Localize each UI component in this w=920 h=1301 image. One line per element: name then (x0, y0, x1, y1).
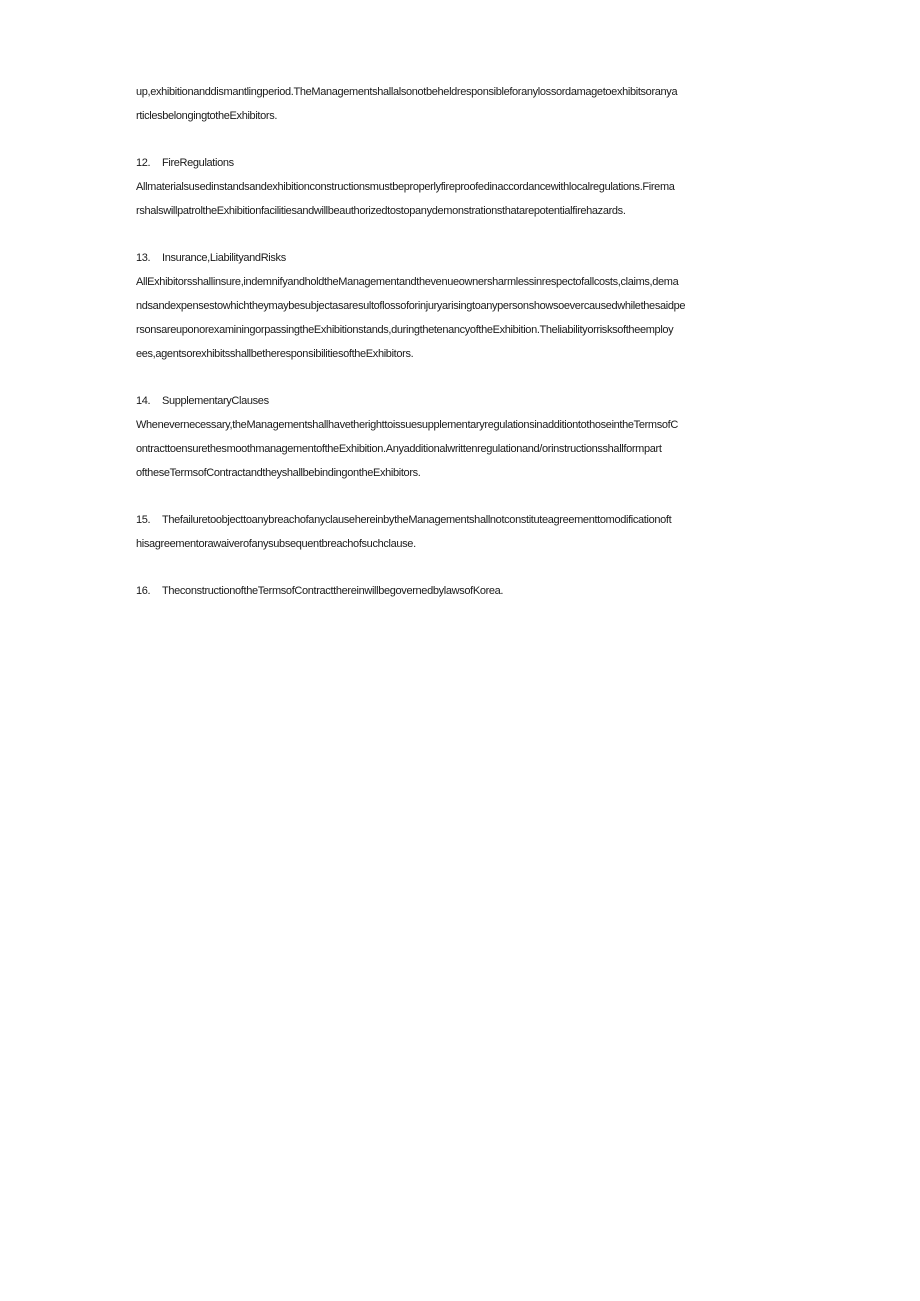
body-line: hisagreementorawaiverofanysubsequentbreachofsuchclause. (136, 538, 416, 550)
section-heading (136, 151, 786, 175)
section-heading (136, 508, 786, 532)
body-line: Allmaterialsusedinstandsandexhibitionconstructionsmustbeproperlyfireproofedinaccordancewithlocalregulations.Firema (136, 181, 675, 193)
body-line: rsonsareuponorexaminingorpassingtheExhibitionstands,duringthetenancyoftheExhibition.Theliabilityorrisksoftheemploy (136, 324, 674, 336)
body-line: ndsandexpensestowhichtheymaybesubjectasaresultoflossoforinjuryarisingtoanypersonshowsoevercausedwhilethesaidpe (136, 300, 686, 312)
section-governing-law (136, 579, 786, 603)
section-heading (136, 579, 786, 603)
section-number: 15. (136, 514, 151, 526)
section-title: ThefailuretoobjecttoanybreachofanyclausehereinbytheManagementshallnotconstituteagreementtomodificationoft (162, 514, 672, 526)
section-fire-regulations (136, 151, 786, 223)
section-title: SupplementaryClauses (162, 395, 269, 407)
section-waiver (136, 508, 786, 556)
section-number: 13. (136, 252, 151, 264)
section-title: Insurance,LiabilityandRisks (162, 252, 286, 264)
body-line: AllExhibitorsshallinsure,indemnifyandholdtheManagementandthevenueownersharmlessinrespectofallcosts,claims,dema (136, 276, 679, 288)
section-continuation (136, 80, 786, 128)
body-line: rshalswillpatroltheExhibitionfacilitiesandwillbeauthorizedtostopanydemonstrationsthatarepotentialfirehazards. (136, 205, 626, 217)
section-number: 16. (136, 585, 151, 597)
body-line: up,exhibitionanddismantlingperiod.TheManagementshallalsonotbeheldresponsibleforanylossordamagetoexhibitsoranya (136, 86, 678, 98)
section-title: FireRegulations (162, 157, 234, 169)
body-line: oftheseTermsofContractandtheyshallbebindingontheExhibitors. (136, 467, 421, 479)
body-line: ees,agentsorexhibitsshallbetheresponsibilitiesoftheExhibitors. (136, 348, 414, 360)
section-title: TheconstructionoftheTermsofContractthereinwillbegovernedbylawsofKorea. (162, 585, 504, 597)
body-line: rticlesbelongingtotheExhibitors. (136, 110, 278, 122)
section-number: 12. (136, 157, 151, 169)
section-supplementary (136, 389, 786, 485)
body-line: Whenevernecessary,theManagementshallhavetherighttoissuesupplementaryregulationsinadditiontothoseintheTermsofC (136, 419, 678, 431)
document-page (136, 80, 786, 603)
body-line: ontracttoensurethesmoothmanagementoftheExhibition.Anyadditionalwrittenregulationand/orinstructionsshallformpart (136, 443, 662, 455)
section-heading (136, 389, 786, 413)
section-insurance (136, 246, 786, 366)
section-number: 14. (136, 395, 151, 407)
section-heading (136, 246, 786, 270)
